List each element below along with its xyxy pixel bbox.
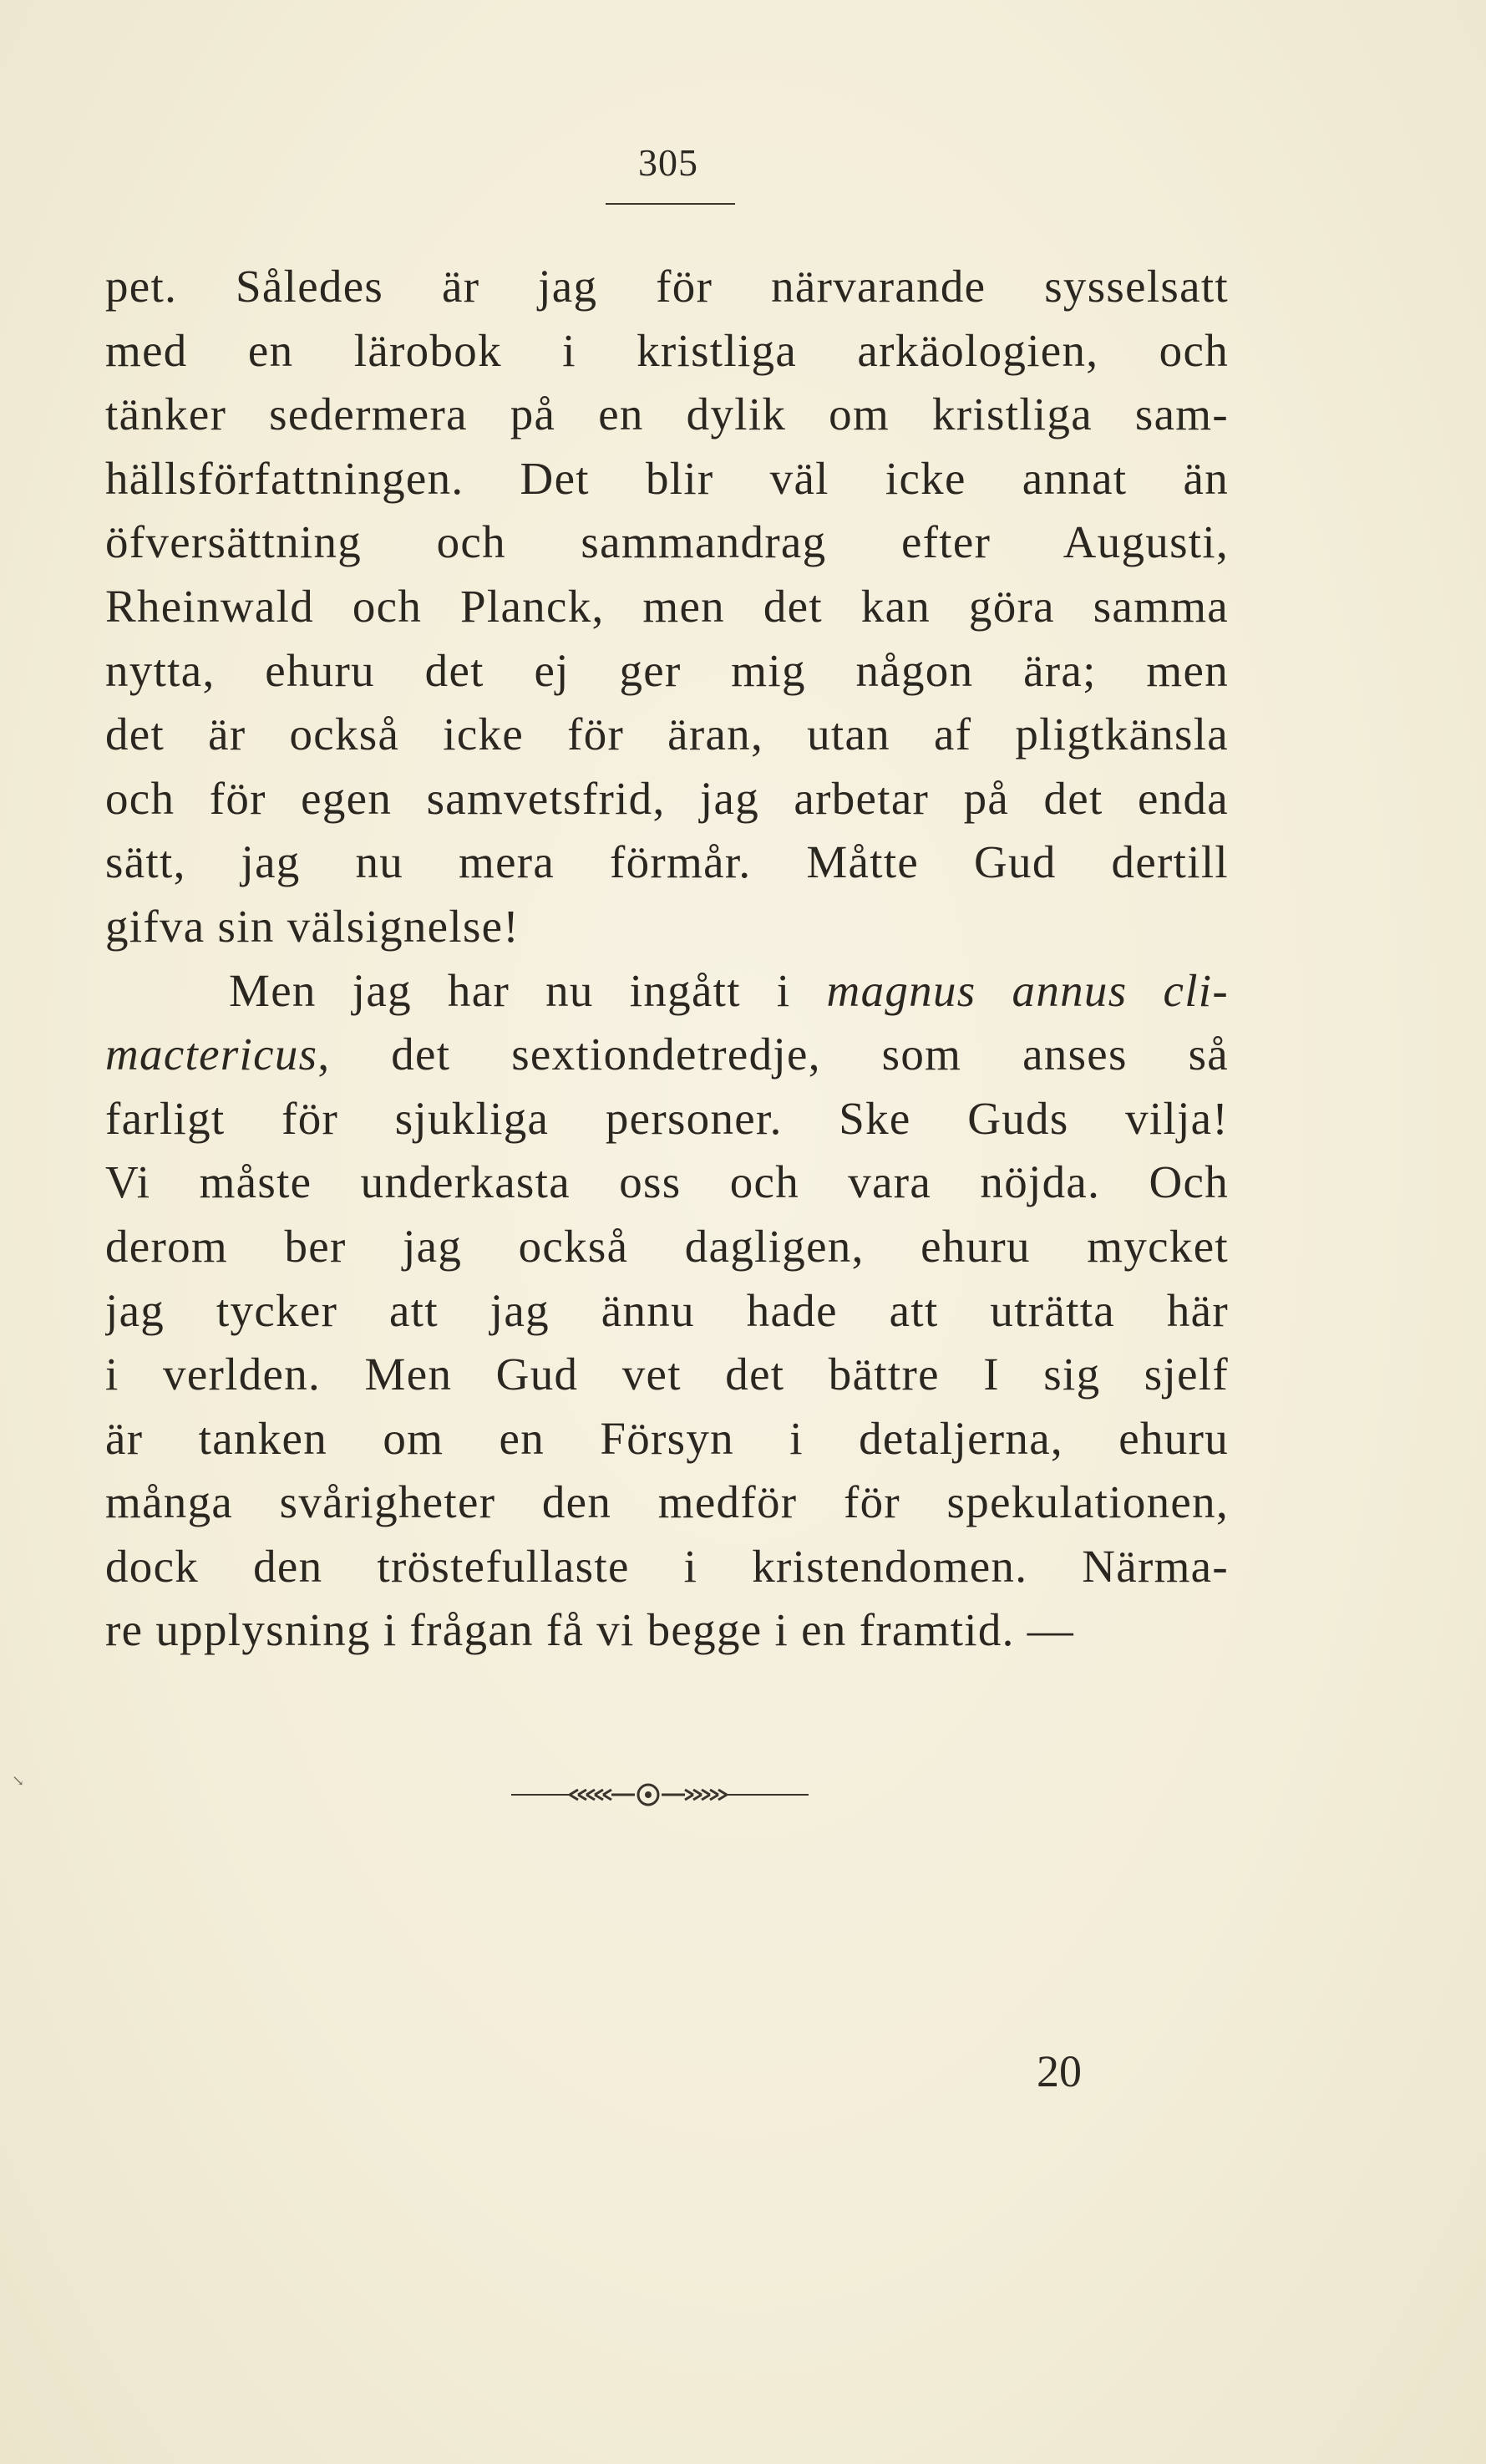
page-number-rule (606, 203, 735, 205)
text-line: jag tycker att jag ännu hade att uträtta här (105, 1284, 1229, 1336)
text-line: tänker sedermera på en dylik om kristliga sam- (105, 389, 1229, 440)
text-line: öfversättning och sammandrag efter Augusti, (105, 516, 1229, 568)
text-line: med en lärobok i kristliga arkäologien, och (105, 324, 1229, 376)
section-end-ornament (511, 1778, 809, 1811)
page-number: 305 (638, 141, 698, 184)
text-line-paragraph-start (105, 959, 1229, 1024)
text-line: och för egen samvetsfrid, jag arbetar på det enda (105, 772, 1229, 824)
text-line: är tanken om en Försyn i detaljerna, ehuru (105, 1412, 1229, 1464)
text-line: farligt för sjukliga personer. Ske Guds vilja! (105, 1092, 1229, 1144)
text-span: , det sextiondetredje, som anses så (317, 1029, 1229, 1080)
text-line (105, 1023, 1229, 1087)
text-line: hällsförfattningen. Det blir väl icke annat än (105, 452, 1229, 504)
text-line: gifva sin välsignelse! (105, 900, 520, 952)
text-line: Vi måste underkasta oss och vara nöjda. Och (105, 1156, 1229, 1208)
text-span: Men jag har nu ingått i (229, 964, 827, 1016)
margin-speck: ↘ (12, 1772, 25, 1790)
text-line: pet. Således är jag för närvarande sysselsatt (105, 261, 1229, 312)
text-line: många svårigheter den medför för spekulationen, (105, 1476, 1229, 1528)
printer-signature-mark: 20 (1037, 2046, 1082, 2096)
text-line: derom ber jag också dagligen, ehuru mycket (105, 1220, 1229, 1272)
text-line: sätt, jag nu mera förmår. Måtte Gud dertill (105, 836, 1229, 888)
text-line: dock den tröstefullaste i kristendomen. Närma- (105, 1540, 1229, 1592)
latin-phrase: magnus annus cli- (826, 964, 1229, 1016)
text-line: re upplysning i frågan få vi begge i en framtid. — (105, 1604, 1075, 1656)
text-line: nytta, ehuru det ej ger mig någon ära; men (105, 644, 1229, 696)
text-line: det är också icke för äran, utan af pligtkänsla (105, 709, 1229, 760)
body-text (105, 255, 1229, 1663)
text-line: Rheinwald och Planck, men det kan göra samma (105, 580, 1229, 632)
latin-phrase: mactericus (105, 1029, 318, 1080)
text-line: i verlden. Men Gud vet det bättre I sig sjelf (105, 1349, 1229, 1400)
